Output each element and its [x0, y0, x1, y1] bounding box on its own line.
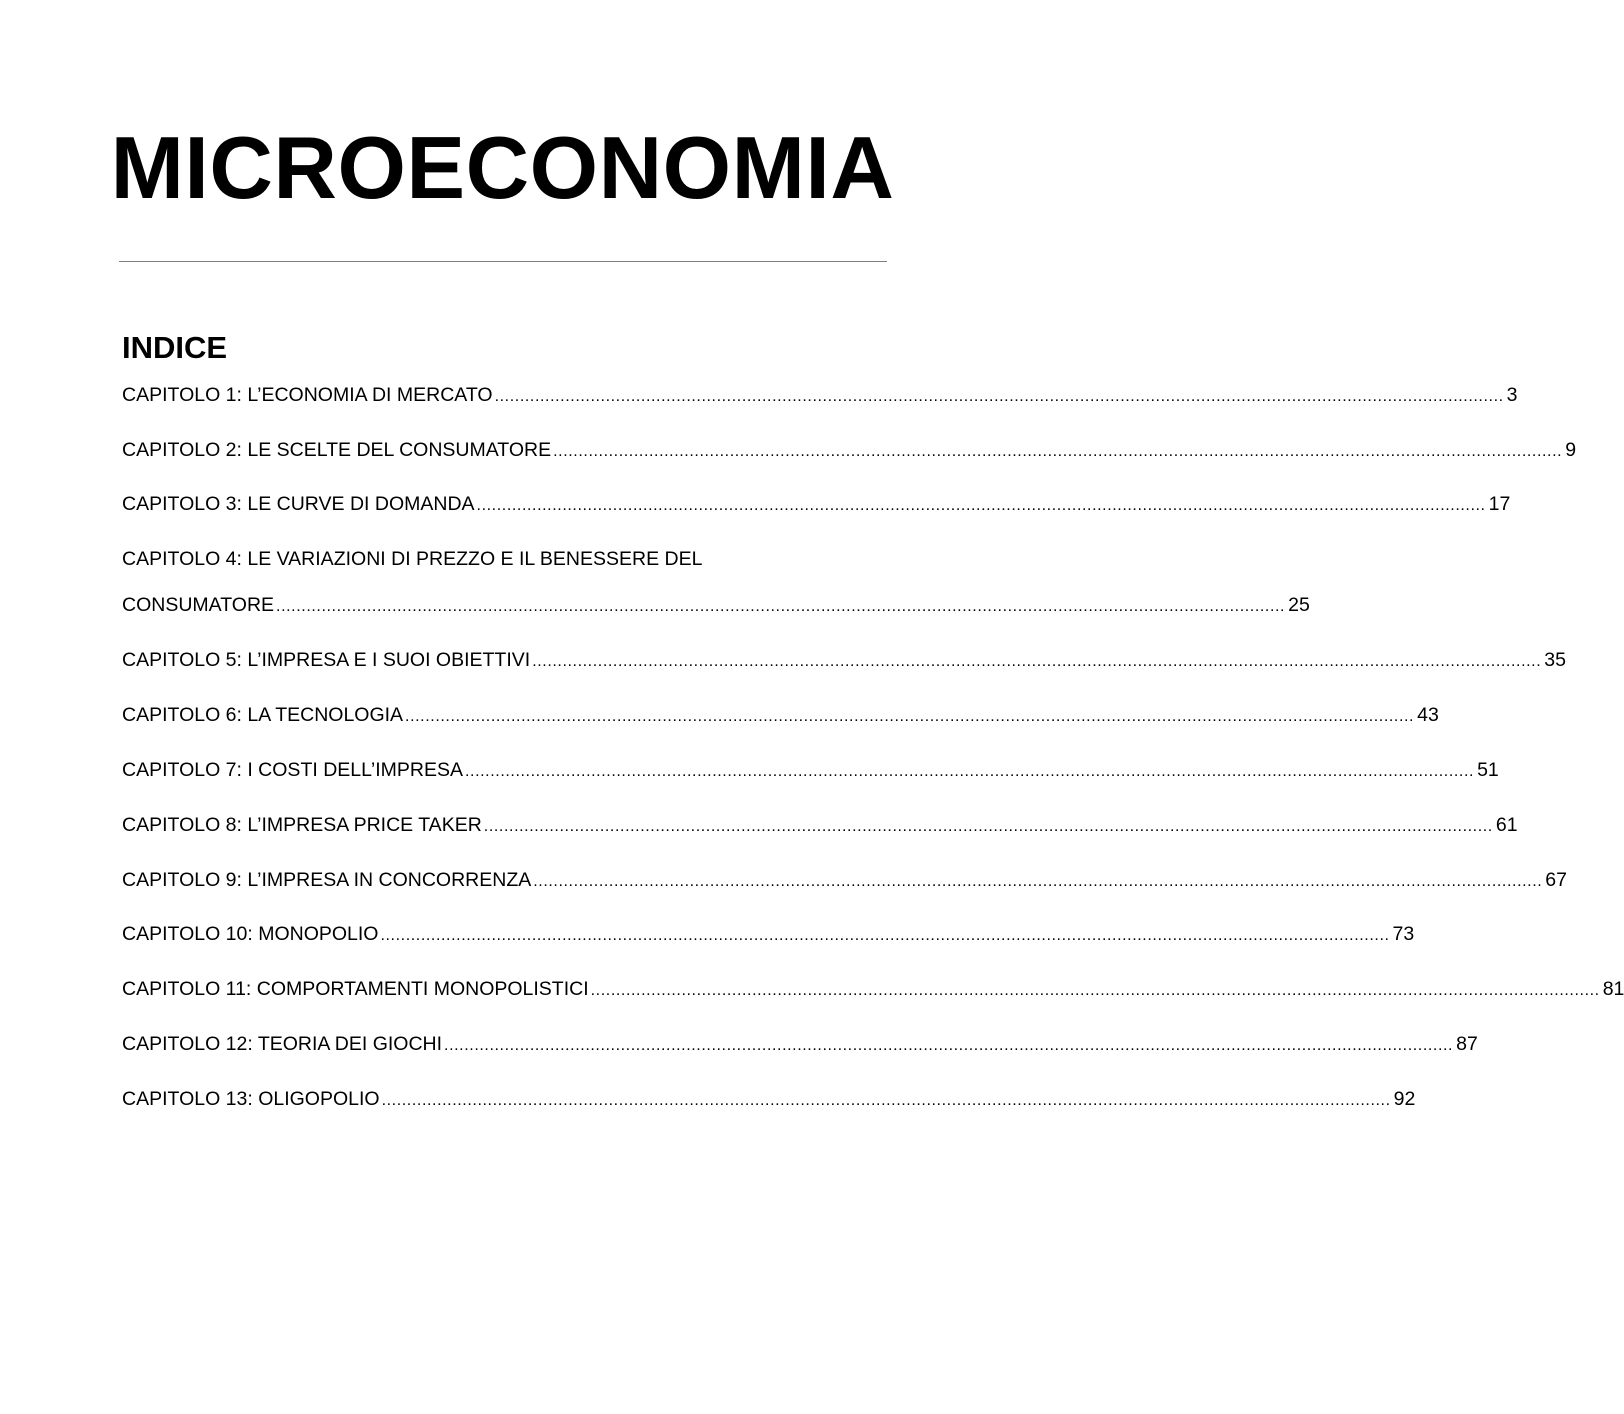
toc-entry-chapter-5[interactable] [122, 648, 1566, 674]
toc-entry-chapter-2[interactable] [122, 438, 1577, 464]
title-divider [119, 261, 887, 262]
toc-entry-page: 67 [1545, 869, 1567, 891]
toc-entry-label: CAPITOLO 9: L’IMPRESA IN CONCORRENZA [122, 869, 532, 891]
toc-entry-chapter-12[interactable] [122, 1032, 1478, 1058]
toc-entry-page: 17 [1488, 493, 1511, 515]
toc-entry-page: 81 [1602, 978, 1624, 1000]
toc-entry-label: CAPITOLO 12: TEORIA DEI GIOCHI [122, 1033, 443, 1055]
toc-entry-page: 51 [1477, 759, 1499, 781]
document-title: MICROECONOMIA [110, 118, 895, 217]
toc-leader-dots: ........................................................................................................................................................................................................ [381, 1092, 1391, 1109]
toc-entry-page: 35 [1544, 649, 1566, 671]
toc-entry-chapter-3[interactable] [122, 492, 1511, 518]
toc-entry-page: 92 [1393, 1088, 1416, 1110]
toc-leader-dots: ........................................................................................................................................................................................................ [465, 763, 1475, 780]
toc-entry-chapter-8[interactable] [122, 813, 1518, 839]
toc-leader-dots: ........................................................................................................................................................................................................ [533, 873, 1543, 890]
toc-entry-chapter-10[interactable] [122, 922, 1415, 948]
toc-leader-dots: ........................................................................................................................................................................................................ [590, 982, 1600, 999]
toc-entry-label: CAPITOLO 10: MONOPOLIO [122, 923, 379, 945]
toc-entry-label: CONSUMATORE [122, 594, 275, 616]
toc-entry-page: 25 [1288, 594, 1310, 616]
toc-leader-dots: ........................................................................................................................................................................................................ [494, 388, 1504, 405]
toc-entry-label: CAPITOLO 13: OLIGOPOLIO [122, 1088, 380, 1110]
toc-entry-chapter-11[interactable] [122, 977, 1624, 1003]
toc-entry-label: CAPITOLO 1: L’ECONOMIA DI MERCATO [122, 384, 493, 406]
toc-entry-page: 43 [1417, 704, 1439, 726]
toc-entry-page: 3 [1506, 384, 1518, 406]
toc-entry-page: 61 [1495, 814, 1518, 836]
toc-leader-dots: ........................................................................................................................................................................................................ [444, 1037, 1454, 1054]
toc-entry-chapter-9[interactable] [122, 868, 1567, 894]
toc-entry-chapter-7[interactable] [122, 758, 1499, 784]
toc-leader-dots: ........................................................................................................................................................................................................ [405, 708, 1415, 725]
toc-entry-label: CAPITOLO 8: L’IMPRESA PRICE TAKER [122, 814, 482, 836]
toc-entry-page: 9 [1565, 439, 1577, 461]
toc-leader-dots: ........................................................................................................................................................................................................ [483, 818, 1493, 835]
toc-entry-chapter-6[interactable] [122, 703, 1439, 729]
toc-leader-dots: ........................................................................................................................................................................................................ [380, 927, 1390, 944]
toc-entry-chapter-1[interactable] [122, 383, 1518, 409]
toc-entry-page: 73 [1392, 923, 1415, 945]
toc-entry-label: CAPITOLO 2: LE SCELTE DEL CONSUMATORE [122, 439, 552, 461]
toc-entry-chapter-4[interactable] [122, 547, 1310, 619]
toc-entry-chapter-13[interactable] [122, 1087, 1416, 1113]
toc-leader-dots: ........................................................................................................................................................................................................ [276, 598, 1286, 615]
toc-leader-dots: ........................................................................................................................................................................................................ [476, 497, 1486, 514]
toc-entry-label: CAPITOLO 3: LE CURVE DI DOMANDA [122, 493, 475, 515]
toc-leader-dots: ........................................................................................................................................................................................................ [532, 653, 1542, 670]
toc-entry-label-line1: CAPITOLO 4: LE VARIAZIONI DI PREZZO E IL BENESSERE DEL [122, 548, 703, 570]
toc-entry-label: CAPITOLO 7: I COSTI DELL’IMPRESA [122, 759, 463, 781]
toc-entry-label: CAPITOLO 11: COMPORTAMENTI MONOPOLISTICI [122, 978, 589, 1000]
toc-leader-dots: ........................................................................................................................................................................................................ [553, 443, 1563, 460]
toc-entry-page: 87 [1456, 1033, 1478, 1055]
toc-entry-label: CAPITOLO 5: L’IMPRESA E I SUOI OBIETTIVI [122, 649, 531, 671]
index-heading: INDICE [122, 330, 228, 365]
toc-entry-label: CAPITOLO 6: LA TECNOLOGIA [122, 704, 404, 726]
